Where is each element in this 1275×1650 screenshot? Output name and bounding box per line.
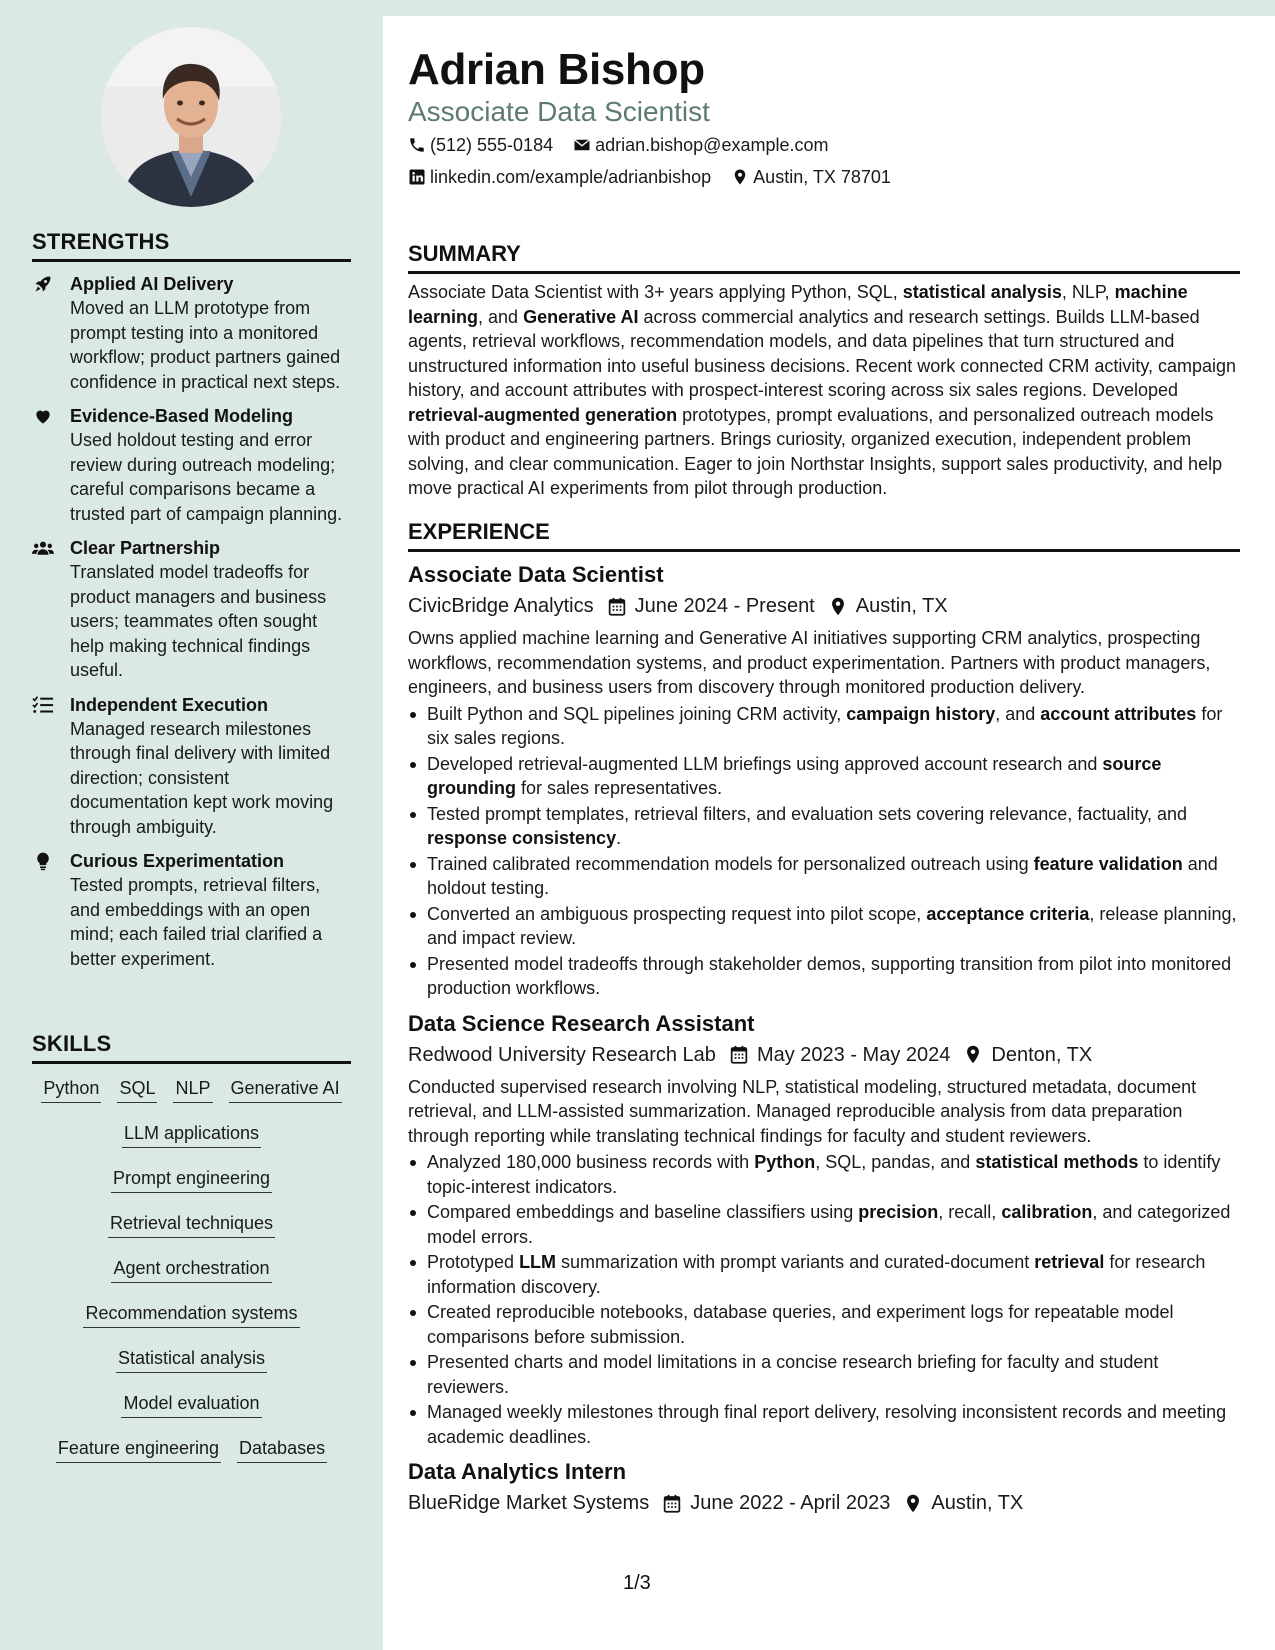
experience-section [408,518,1240,1517]
person-portrait-icon [101,27,281,207]
job-location: Austin, TX [855,595,948,617]
job-meta [408,592,1240,620]
skill-row [32,1301,351,1346]
job-dates: June 2024 - Present [634,595,815,617]
text-segment: Associate Data Scientist with 3+ years applying Python, SQL, [408,282,903,302]
text-segment: Tested prompt templates, retrieval filters, and evaluation sets covering relevance, factuality, and [427,803,1188,824]
location-contact [731,165,891,189]
skills-heading: SKILLS [32,1030,351,1064]
skill-row [32,1256,351,1301]
skill-tag: Statistical analysis [116,1346,267,1373]
strength-desc: Used holdout testing and error review during outreach modeling; careful comparisons became a trusted part of campaign planning. [70,430,343,524]
bullet-item [408,852,1240,901]
strengths-list [32,272,351,971]
text-segment: and holdout testing. [427,853,1218,898]
skill-tag: Generative AI [229,1076,342,1103]
job-meta [408,1041,1240,1069]
text-segment: Created reproducible notebooks, database queries, and experiment logs for repeatable model comparisons before submission. [427,1302,1174,1347]
skill-tag: Databases [237,1436,327,1463]
calendar-icon [608,597,626,616]
summary-section [408,240,1240,501]
bold-text: source grounding [427,753,1162,798]
strength-item [32,536,351,683]
text-segment: Developed retrieval-augmented LLM briefings using approved account research and [427,753,1103,774]
skill-tag: Python [41,1076,101,1103]
phone-text: (512) 555-0184 [430,135,554,155]
text-segment: , and [995,703,1041,724]
strength-desc: Moved an LLM prototype from prompt testing into a monitored workflow; product partners gained confidence in practical next steps. [70,298,341,392]
linkedin-text[interactable]: linkedin.com/example/adrianbishop [430,167,712,187]
job-dates: June 2022 - April 2023 [690,1492,891,1514]
strength-desc: Translated model tradeoffs for product managers and business users; teammates often sought help making technical findings useful. [70,562,327,680]
bullet-item [408,702,1240,751]
text-segment: for six sales regions. [427,703,1223,748]
summary-heading: SUMMARY [408,240,1240,274]
text-segment: Presented model tradeoffs through stakeholder demos, supporting transition from pilot into monitored production workflows. [427,953,1232,998]
strength-item [32,693,351,840]
bold-text: calibration [1001,1202,1093,1222]
bold-text: campaign history [846,703,996,724]
bold-text: account attributes [1040,703,1197,724]
bullet-item [408,1200,1240,1249]
strengths-heading: STRENGTHS [32,228,351,262]
skill-row [32,1391,351,1436]
skill-tag: Feature engineering [56,1436,221,1463]
email-text[interactable]: adrian.bishop@example.com [595,135,829,155]
map-pin-icon [829,597,847,616]
job-description: Owns applied machine learning and Generative AI initiatives supporting CRM analytics, prospecting workflows, recommendation systems, and product experimentation. Partners with product managers, engineers, and business users from discovery through monitored production delivery. [408,628,1211,697]
skill-tag: Retrieval techniques [108,1211,275,1238]
bold-text: machine learning [408,282,1188,327]
bullet-item [408,902,1240,951]
strength-title: Clear Partnership [70,538,221,558]
calendar-icon [730,1045,748,1064]
skill-row [32,1211,351,1256]
skill-tag: Agent orchestration [111,1256,271,1283]
rocket-icon [32,274,54,294]
text-segment: Prototyped [427,1252,520,1272]
bold-text: Python [754,1152,816,1172]
lightbulb-icon [32,851,54,871]
users-icon [32,538,54,558]
calendar-icon [663,1494,681,1513]
bold-text: feature validation [1033,853,1183,874]
text-segment: for research information discovery. [427,1252,1206,1297]
job-bullets [408,702,1240,1001]
strengths-section [32,228,351,971]
heart-icon [32,406,54,426]
text-segment: , and categorized model errors. [427,1202,1231,1247]
job-company: CivicBridge Analytics [408,595,594,617]
text-segment: for sales representatives. [515,778,723,798]
job-company: Redwood University Research Lab [408,1043,716,1066]
phone-icon [408,136,426,154]
sidebar [0,0,383,1650]
strength-title: Applied AI Delivery [70,274,234,294]
job-role: Data Analytics Intern [408,1459,627,1484]
bullet-item [408,1350,1240,1399]
email-contact[interactable] [573,133,828,157]
job-location: Denton, TX [991,1043,1093,1066]
skill-row [32,1076,351,1121]
job-entry [408,560,1240,1001]
bold-text: LLM [519,1252,557,1272]
bullet-item [408,752,1240,801]
job-role: Data Science Research Assistant [408,1010,755,1036]
linkedin-contact[interactable] [408,165,711,189]
text-segment: , SQL, pandas, and [815,1152,976,1172]
text-segment: Converted an ambiguous prospecting request into pilot scope, [427,903,927,924]
text-segment: , release planning, and impact review. [427,903,1237,948]
strength-desc: Managed research milestones through final delivery with limited direction; consistent documentation kept work moving through ambiguity. [70,718,334,837]
bold-text: statistical methods [975,1152,1139,1172]
skill-tag: Model evaluation [121,1391,261,1418]
bold-text: statistical analysis [902,282,1062,302]
strength-item [32,272,351,394]
job-role: Associate Data Scientist [408,562,664,587]
skill-row [32,1166,351,1211]
bold-text: precision [858,1202,939,1222]
checklist-icon [32,695,54,715]
strength-desc: Tested prompts, retrieval filters, and embeddings with an open mind; each failed trial clarified a better experiment. [70,875,323,969]
job-location: Austin, TX [931,1492,1024,1514]
skill-tag: Prompt engineering [111,1166,272,1193]
text-segment: . [616,828,622,848]
text-segment: Trained calibrated recommendation models for personalized outreach using [427,853,1034,874]
text-segment: Compared embeddings and baseline classifiers using [427,1202,859,1222]
skills-section [32,1030,351,1481]
text-segment: Presented charts and model limitations in a concise research briefing for faculty and student reviewers. [427,1352,1159,1397]
text-segment: Analyzed 180,000 business records with [427,1152,755,1172]
job-company: BlueRidge Market Systems [408,1492,650,1514]
skill-tag: NLP [173,1076,212,1103]
bold-text: Generative AI [523,306,639,327]
bold-text: acceptance criteria [926,903,1090,924]
text-segment: Managed weekly milestones through final report delivery, resolving inconsistent records and meeting academic deadlines. [427,1402,1227,1447]
experience-heading: EXPERIENCE [408,518,1240,552]
jobs-list [408,560,1240,1517]
text-segment: to identify topic-interest indicators. [427,1152,1221,1197]
candidate-name: Adrian Bishop [408,45,705,94]
candidate-title: Associate Data Scientist [408,96,710,127]
page-number: 1/3 [623,1572,651,1594]
bullet-item [408,952,1240,1001]
skill-row [32,1346,351,1391]
bold-text: retrieval-augmented generation [408,404,678,425]
bullet-item [408,1150,1240,1199]
map-pin-icon [731,168,749,186]
text-segment: Built Python and SQL pipelines joining CRM activity, [427,703,847,724]
strength-item [32,849,351,971]
bullet-item [408,1400,1240,1449]
envelope-icon [573,136,591,154]
strength-title: Evidence-Based Modeling [70,406,294,426]
skill-tag: SQL [117,1076,157,1103]
skill-row [32,1436,351,1481]
bold-text: response consistency [427,828,617,848]
job-bullets [408,1150,1240,1449]
map-pin-icon [904,1494,922,1513]
job-meta [408,1489,1240,1517]
bullet-item [408,802,1240,851]
bold-text: retrieval [1034,1252,1105,1272]
text-segment: prototypes, prompt evaluations, and personalized outreach models with product and engineering partners. Brings curiosity, organized execution, independent problem solving, and clear communication. Eager to join Northstar Insights, support sales productivity, and help move practical AI experiments from pilot through production. [408,404,1223,498]
strength-title: Independent Execution [70,694,269,715]
skill-row [32,1121,351,1166]
contact-row-1 [408,133,849,157]
job-entry [408,1009,1240,1450]
location-text: Austin, TX 78701 [753,167,891,187]
text-segment: across commercial analytics and research settings. Builds LLM-based agents, retrieval workflows, recommendation models, and data pipelines that turn structured and unstructured information into useful business decisions. Recent work connected CRM activity, campaign history, and account attributes with prospect-interest scoring across six sales regions. Developed [408,306,1237,400]
bullet-item [408,1250,1240,1299]
strength-item [32,404,351,526]
map-pin-icon [964,1045,982,1064]
text-segment: , recall, [938,1202,1002,1222]
job-description: Conducted supervised research involving NLP, statistical modeling, structured metadata, document retrieval, and LLM-assisted summarization. Managed reproducible analysis from data preparation through reporting while translating technical findings for faculty and student reviewers. [408,1076,1197,1146]
job-dates: May 2023 - May 2024 [756,1043,951,1066]
linkedin-icon [408,168,426,186]
text-segment: , NLP, [1061,282,1115,302]
job-entry [408,1457,1240,1517]
strength-title: Curious Experimentation [70,851,285,871]
text-segment: , and [478,306,524,327]
skill-tag: Recommendation systems [83,1301,299,1328]
skill-tag: LLM applications [122,1121,261,1148]
bullet-item [408,1300,1240,1349]
contact-row-2 [408,165,911,189]
phone-contact [408,133,553,157]
summary-text [408,280,1240,501]
profile-photo [101,27,281,207]
skills-list [32,1076,351,1481]
text-segment: summarization with prompt variants and curated-document [556,1252,1035,1272]
